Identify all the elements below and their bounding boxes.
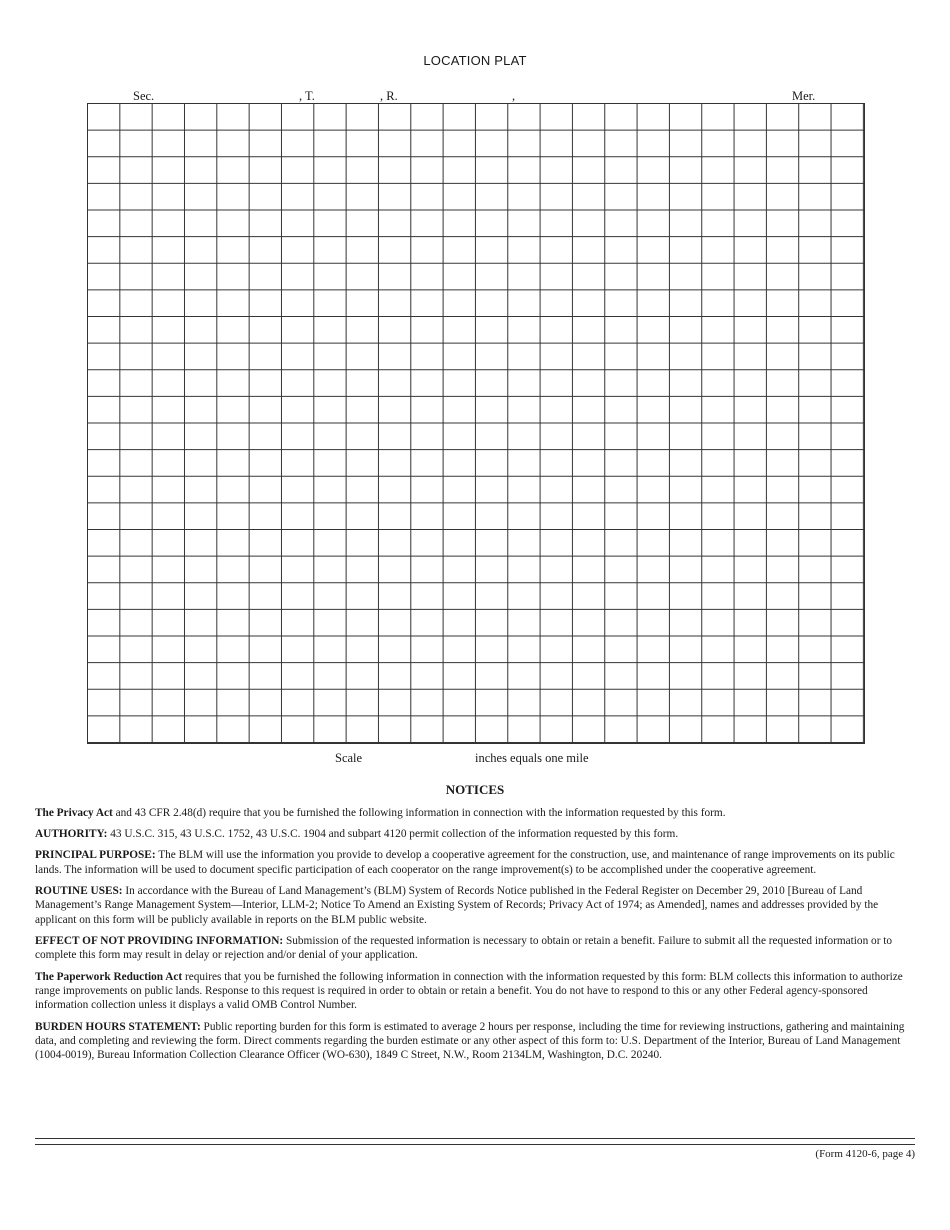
notice-authority: AUTHORITY: 43 U.S.C. 315, 43 U.S.C. 1752, 43 U.S.C. 1904 and subpart 4120 permit collection of the information requested by this form. xyxy=(35,828,679,841)
notice-paperwork-reduction-act: The Paperwork Reduction Act requires that you be furnished the following information in connection with the information requested by this form: BLM collects this information to authorize range improvements on public lands. Response to this request is required in order to obtain or retain a benefit. You do not have to respond to this or any other Federal agency-sponsored information collection unless it displays a valid OMB Control Number. xyxy=(35,970,903,1012)
notice-privacy-act: The Privacy Act and 43 CFR 2.48(d) require that you be furnished the following information in connection with the information requested by this form. xyxy=(35,807,726,819)
footer-rule-top xyxy=(35,1138,915,1139)
range-label: , R. xyxy=(380,89,398,103)
notice-principal-purpose: PRINCIPAL PURPOSE: The BLM will use the information you provide to develop a cooperative agreement for the construction, use, and maintenance of range improvements on its public lands. The information will be used to document specific participation of each cooperator on the range improvement(s) to be accomplished under the cooperative agreement. xyxy=(35,849,895,876)
notice-effect-of-not-providing: EFFECT OF NOT PROVIDING INFORMATION: Submission of the requested information is necessary to obtain or retain a benefit. Failure to submit all the requested information or to complete this form may result in delay or rejection and/or denial of your application. xyxy=(35,935,893,962)
scale-label: Scale xyxy=(335,751,363,765)
notices-body xyxy=(35,806,915,1070)
page-title: LOCATION PLAT xyxy=(423,53,527,68)
notice-burden-hours: BURDEN HOURS STATEMENT: Public reporting burden for this form is estimated to average 2 hours per response, including the time for reviewing instructions, gathering and maintaining data, and completing and reviewing the form. Direct comments regarding the burden estimate or any other aspect of this form to: U.S. Department of the Interior, Bureau of Land Management (1004-0019), Bureau Information Collection Clearance Officer (WO-630), 1849 C Street, N.W., Room 2134LM, Washington, D.C. 20240. xyxy=(35,1020,905,1062)
footer-rule-bottom xyxy=(35,1144,915,1145)
scale-suffix: inches equals one mile xyxy=(475,751,589,765)
location-plat-grid[interactable] xyxy=(87,103,865,744)
township-label: , T. xyxy=(299,89,315,103)
meridian-label: Mer. xyxy=(792,89,816,103)
form-page-reference: (Form 4120-6, page 4) xyxy=(815,1148,915,1160)
notices-heading: NOTICES xyxy=(445,782,505,797)
notice-routine-uses: ROUTINE USES: In accordance with the Bureau of Land Management’s (BLM) System of Records Notice published in the Federal Register on December 29, 2010 [Bureau of Land Management’s Range Management System—Interior, LLM-2; Notice To Amend an Existing System of Records; Privacy Act of 1974; as Amended], names and addresses provided by the applicant on this form will be publicly available in reports on the BLM public website. xyxy=(35,885,879,926)
section-label: Sec. xyxy=(133,89,155,103)
separator-comma: , xyxy=(512,89,516,103)
